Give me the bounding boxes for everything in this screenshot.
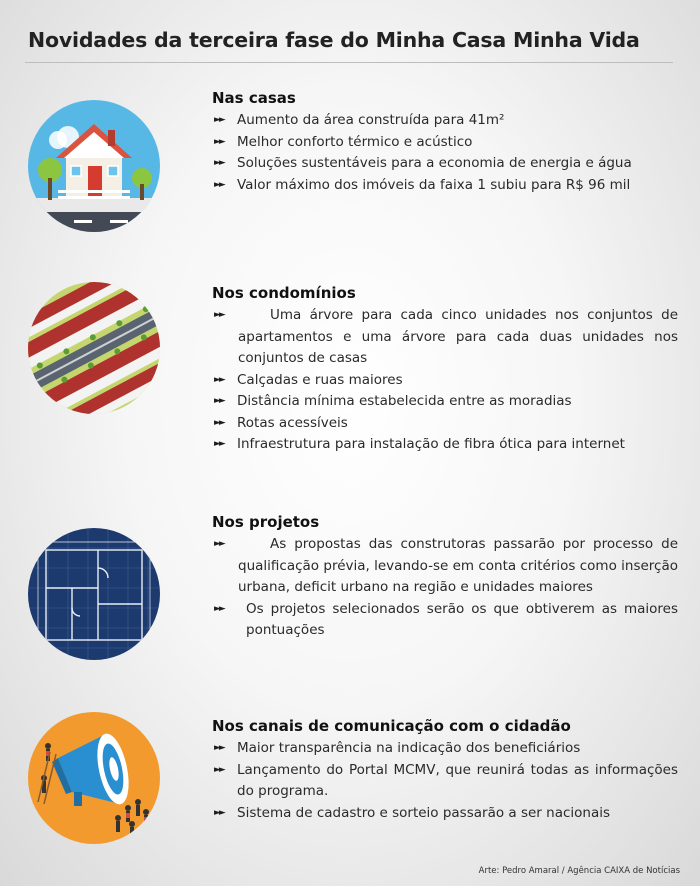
double-chevron-right-icon: ►►	[214, 158, 224, 168]
section-heading: Nos projetos	[212, 513, 320, 531]
list-item: ►► Distância mínima estabelecida entre as moradias	[212, 391, 678, 413]
double-chevron-right-icon: ►►	[214, 539, 224, 549]
section-heading: Nas casas	[212, 89, 296, 107]
section-communication	[212, 717, 678, 824]
blueprint-icon	[28, 528, 160, 660]
list-item: ►► Sistema de cadastro e sorteio passarão a ser nacionais	[212, 803, 678, 825]
section-houses	[212, 89, 678, 196]
double-chevron-right-icon: ►►	[214, 764, 224, 775]
double-chevron-right-icon: ►►	[214, 603, 224, 614]
title-divider	[25, 62, 673, 63]
double-chevron-right-icon: ►►	[214, 179, 224, 190]
double-chevron-right-icon: ►►	[214, 807, 224, 818]
double-chevron-right-icon: ►►	[214, 310, 224, 320]
double-chevron-right-icon: ►►	[214, 115, 224, 125]
section-projects	[212, 513, 678, 642]
bullet-list	[212, 305, 678, 456]
bullet-list	[212, 738, 678, 824]
list-item: ►► Infraestrutura para instalação de fibra ótica para internet	[212, 434, 678, 456]
section-condominiums	[212, 284, 678, 456]
house-icon	[28, 100, 160, 232]
double-chevron-right-icon: ►►	[214, 439, 224, 449]
list-item: ►► Calçadas e ruas maiores	[212, 370, 678, 392]
section-heading: Nos canais de comunicação com o cidadão	[212, 717, 571, 735]
section-heading: Nos condomínios	[212, 284, 356, 302]
megaphone-icon	[28, 712, 160, 844]
list-item: ►► Maior transparência na indicação dos beneficiários	[212, 738, 678, 760]
double-chevron-right-icon: ►►	[214, 743, 224, 753]
double-chevron-right-icon: ►►	[214, 396, 224, 406]
bullet-list	[212, 534, 678, 642]
list-item: ►► Melhor conforto térmico e acústico	[212, 132, 678, 154]
double-chevron-right-icon: ►►	[214, 136, 224, 147]
condominium-icon	[28, 282, 160, 414]
list-item: ►► Soluções sustentáveis para a economia de energia e água	[212, 153, 678, 175]
credit-text: Arte: Pedro Amaral / Agência CAIXA de Notícias	[478, 866, 680, 876]
double-chevron-right-icon: ►►	[214, 417, 224, 428]
list-item: ►► Valor máximo dos imóveis da faixa 1 subiu para R$ 96 mil	[212, 175, 678, 197]
page-title: Novidades da terceira fase do Minha Casa Minha Vida	[28, 28, 640, 52]
list-item: ►► Lançamento do Portal MCMV, que reunirá todas as informações do programa.	[214, 761, 678, 799]
bullet-list	[212, 110, 678, 196]
double-chevron-right-icon: ►►	[214, 374, 224, 385]
list-item: ►► Os projetos selecionados serão os que obtiverem as maiores pontuações	[214, 600, 678, 638]
list-item: ►► As propostas das construtoras passarão por processo de qualificação prévia, levando-se em conta critérios como inserção urbana, deficit urbano na região e unidades maiores	[214, 536, 678, 595]
list-item: ►► Rotas acessíveis	[212, 413, 678, 435]
list-item: ►► Uma árvore para cada cinco unidades nos conjuntos de apartamentos e uma árvore para cada duas unidades nos conjuntos de casas	[214, 307, 678, 366]
list-item: ►► Aumento da área construída para 41m²	[212, 110, 678, 132]
